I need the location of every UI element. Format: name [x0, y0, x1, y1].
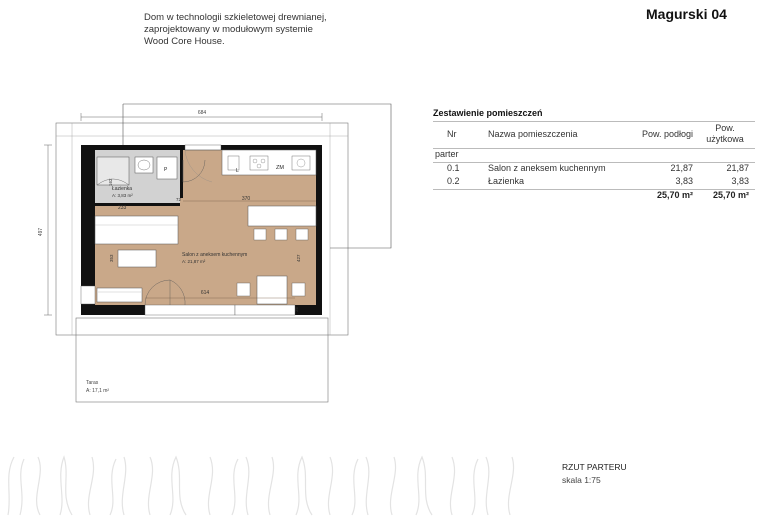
terrace-area: A: 17,1 m²: [86, 388, 110, 394]
window-left: [81, 286, 95, 304]
header-usable-line2: użytkowa: [706, 134, 744, 144]
wall-right: [316, 145, 322, 315]
row-name: Salon z aneksem kuchennym: [488, 163, 606, 173]
kitchen-island: [248, 206, 316, 226]
bathroom-width: 233: [118, 205, 127, 211]
salon-right-dim: 427: [296, 254, 301, 262]
cabinet: [97, 288, 142, 302]
terrace-outline: [76, 318, 328, 402]
shower-tray: [97, 157, 129, 185]
appliance-p: P: [164, 167, 168, 173]
group-label: parter: [435, 149, 459, 159]
salon-bottom-dim: 614: [200, 290, 210, 296]
row-nr: 0.2: [447, 176, 460, 186]
bathroom-area: A: 3,83 m²: [112, 193, 133, 198]
terrace-label: Taras: [86, 380, 99, 386]
wood-grain-pattern: [0, 455, 540, 516]
floor-plan: [0, 0, 430, 410]
page-title: Magurski 04: [646, 6, 727, 22]
header-usable-area: [695, 123, 755, 145]
chair-left: [237, 283, 250, 296]
intro-line-2: zaprojektowany w modułowym systemie: [144, 24, 313, 35]
dining-table: [257, 276, 287, 304]
row-floor: 21,87: [670, 163, 693, 173]
dim-height: 497: [38, 227, 44, 237]
table-total-row: [433, 190, 755, 203]
stool-2: [275, 229, 287, 240]
window-side-dim: 35: [294, 306, 299, 312]
appliance-zm: ZM: [276, 165, 284, 171]
bathroom-name: Łazienka: [112, 186, 133, 192]
scale-label: skala 1:75: [562, 475, 601, 485]
table-row: [433, 176, 755, 190]
bathroom-depth: 162: [108, 178, 113, 186]
intro-line-1: Dom w technologii szkieletowej drewnianej,: [144, 12, 327, 23]
coffee-table: [118, 250, 156, 267]
entry-door-opening: [185, 145, 221, 150]
row-usable: 3,83: [731, 176, 749, 186]
header-nr: Nr: [447, 129, 457, 139]
dim-width: 684: [197, 110, 207, 116]
salon-width: 370: [241, 196, 251, 202]
view-name: RZUT PARTERU: [562, 462, 627, 472]
header-floor-area: Pow. podłogi: [641, 129, 693, 139]
header-usable-line1: Pow.: [715, 123, 735, 133]
table-header-row: [433, 121, 755, 148]
toilet: [135, 157, 153, 173]
table-group-row: [433, 148, 755, 162]
row-name: Łazienka: [488, 176, 525, 186]
table-title: Zestawienie pomieszczeń: [433, 108, 543, 118]
salon-left-dim: 353: [109, 254, 114, 262]
wall-bathroom-bottom: [95, 203, 180, 206]
chair-right: [292, 283, 305, 296]
intro-line-3: Wood Core House.: [144, 36, 225, 47]
sofa: [95, 216, 178, 244]
total-usable: 25,70 m²: [712, 190, 749, 200]
bathroom-door: 72: [176, 197, 182, 202]
salon-name: Salon z aneksem kuchennym: [182, 252, 248, 258]
row-usable: 21,87: [726, 163, 749, 173]
row-floor: 3,83: [675, 176, 693, 186]
header-name: Nazwa pomieszczenia: [488, 129, 578, 139]
window-bottom-right: [235, 305, 295, 315]
row-nr: 0.1: [447, 163, 460, 173]
table-row: [433, 162, 755, 176]
appliance-l: L: [236, 168, 239, 174]
window-bottom-left: [145, 305, 235, 315]
salon-area: A: 21,87 m²: [182, 259, 206, 264]
stool-1: [254, 229, 266, 240]
total-floor: 25,70 m²: [656, 190, 693, 200]
stool-3: [296, 229, 308, 240]
wall-bathroom-right: [180, 150, 183, 198]
rooms-table: [433, 121, 755, 203]
